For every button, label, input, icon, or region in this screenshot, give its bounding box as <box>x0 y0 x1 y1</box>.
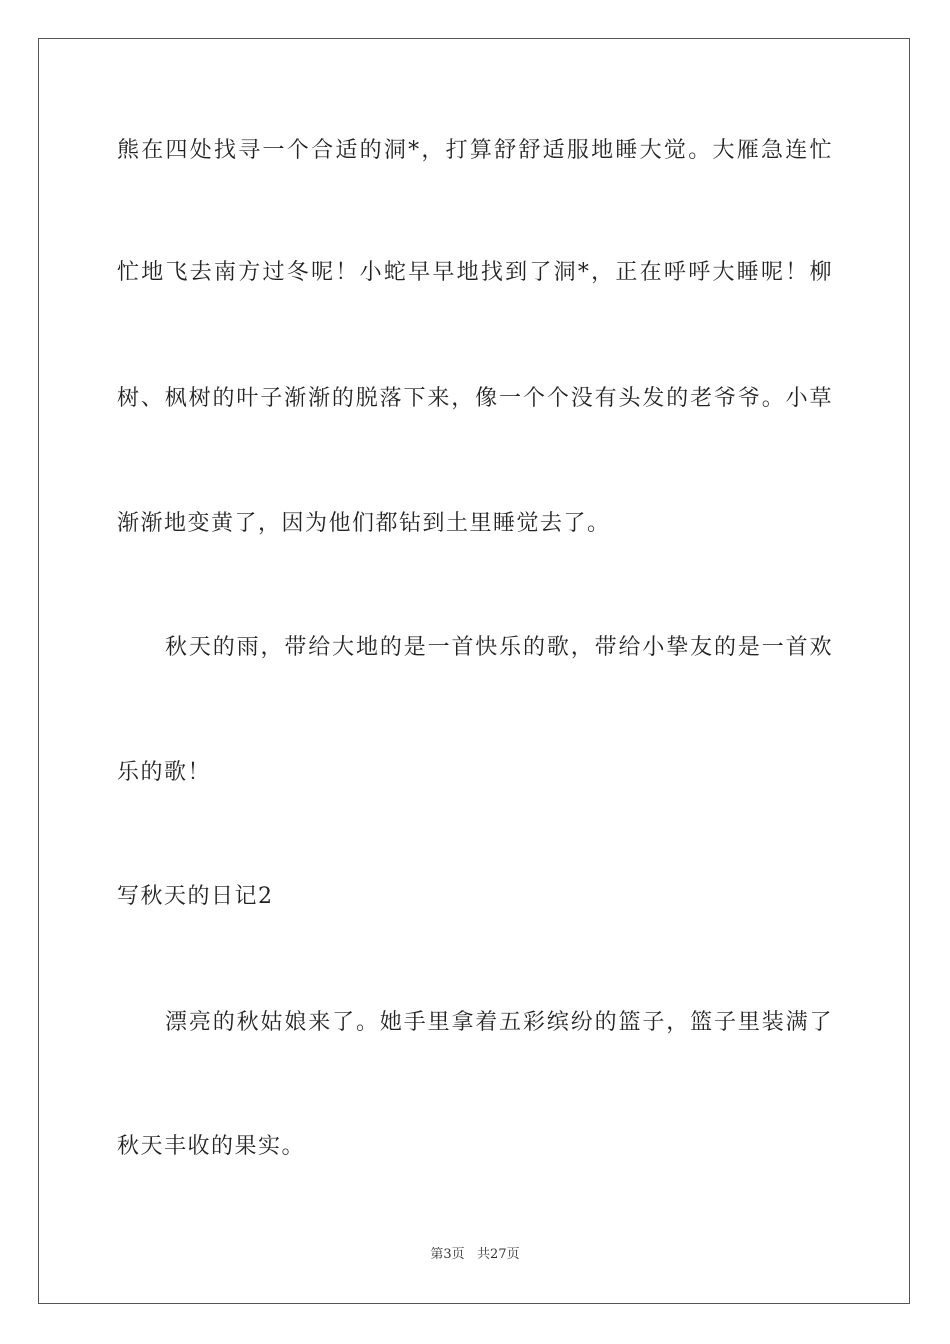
section-heading: 写秋天的日记2 <box>117 884 274 909</box>
paragraph-line-1: 熊在四处找寻一个合适的洞*，打算舒舒适服地睡大觉。大雁急连忙 <box>117 138 833 163</box>
paragraph-line-6: 乐的歌！ <box>117 760 212 785</box>
paragraph-line-5: 秋天的雨，带给大地的是一首快乐的歌，带给小挚友的是一首欢 <box>165 635 833 660</box>
paragraph-line-3: 树、枫树的叶子渐渐的脱落下来，像一个个没有头发的老爷爷。小草 <box>117 386 833 411</box>
page-number-footer: 第3页 共27页 <box>430 1247 520 1262</box>
paragraph-line-7: 漂亮的秋姑娘来了。她手里拿着五彩缤纷的篮子，篮子里装满了 <box>165 1010 833 1035</box>
paragraph-line-2: 忙地飞去南方过冬呢！小蛇早早地找到了洞*，正在呼呼大睡呢！柳 <box>117 260 833 285</box>
paragraph-line-4: 渐渐地变黄了，因为他们都钻到土里睡觉去了。 <box>117 511 611 536</box>
page-border <box>38 38 910 1304</box>
paragraph-line-8: 秋天丰收的果实。 <box>117 1134 306 1159</box>
